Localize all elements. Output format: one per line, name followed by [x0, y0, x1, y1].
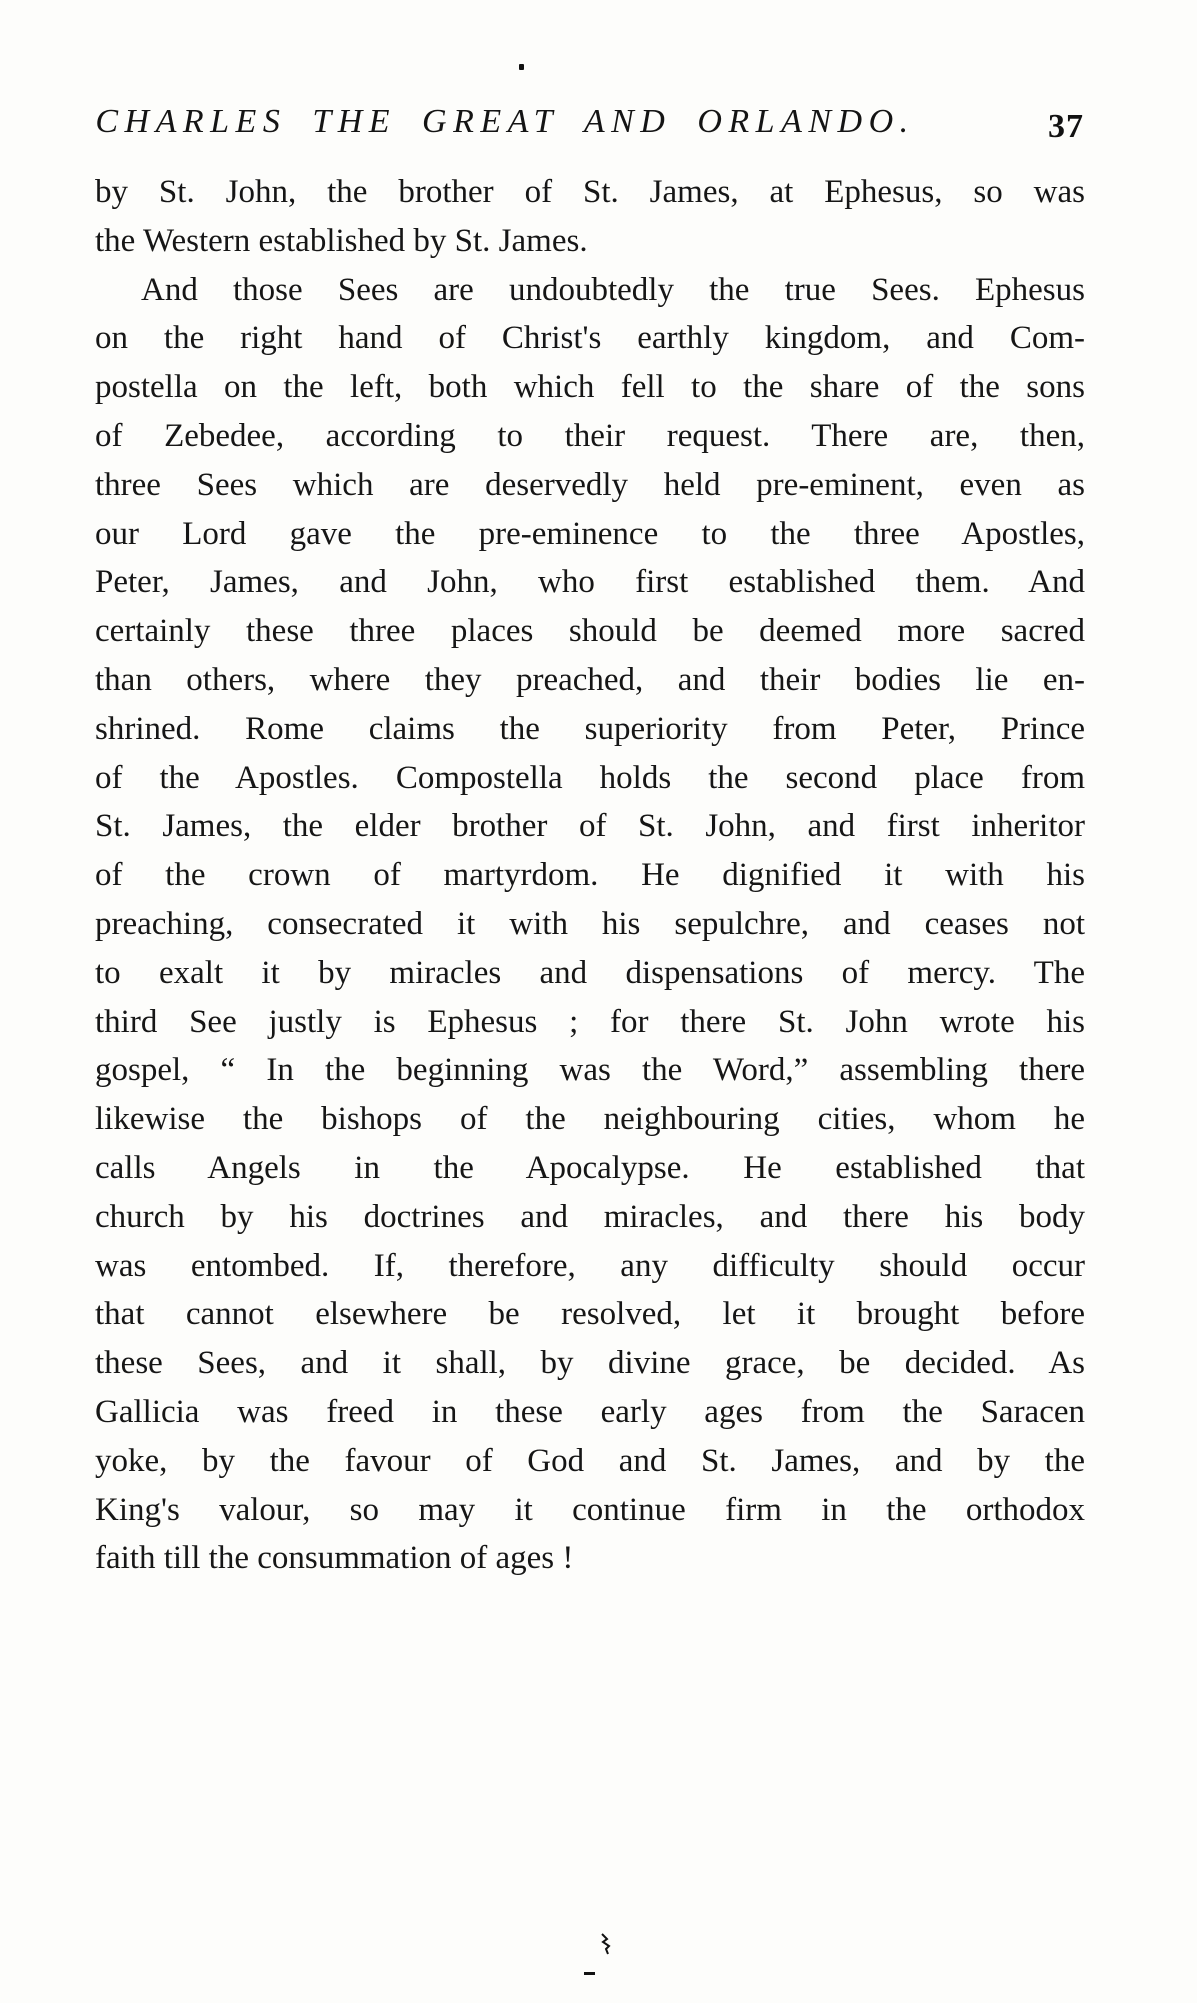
text-line: postella on the left, both which fell to the share of the sons: [95, 369, 1085, 406]
text-line: Peter, James, and John, who first established them. And: [95, 564, 1085, 601]
text-line: the Western established by St. James.: [95, 222, 588, 259]
text-line: Gallicia was freed in these early ages from the Saracen: [95, 1393, 1085, 1430]
text-line: was entombed. If, therefore, any difficulty should occur: [95, 1247, 1085, 1284]
text-line: King's valour, so may it continue firm in the orthodox: [95, 1491, 1085, 1528]
text-line: St. James, the elder brother of St. John, and first inheritor: [95, 808, 1085, 845]
text-line: preaching, consecrated it with his sepulchre, and ceases not: [95, 905, 1085, 942]
scan-artifact-squiggle: [599, 1933, 613, 1960]
running-header-title: CHARLES THE GREAT AND ORLANDO.: [95, 103, 915, 140]
text-line: our Lord gave the pre-eminence to the three Apostles,: [95, 515, 1085, 552]
scan-artifact-dash: [584, 1972, 595, 1975]
text-line: of the Apostles. Compostella holds the second place from: [95, 759, 1085, 796]
text-line: gospel, “ In the beginning was the Word,” assembling there: [95, 1052, 1085, 1089]
text-line: yoke, by the favour of God and St. James, and by the: [95, 1442, 1085, 1479]
text-line: these Sees, and it shall, by divine grace, be decided. As: [95, 1345, 1085, 1382]
text-line: third See justly is Ephesus ; for there St. John wrote his: [95, 1003, 1085, 1040]
text-line: shrined. Rome claims the superiority from Peter, Prince: [95, 710, 1085, 747]
text-line: of the crown of martyrdom. He dignified it with his: [95, 857, 1085, 894]
text-line: of Zebedee, according to their request. There are, then,: [95, 417, 1085, 454]
text-line: calls Angels in the Apocalypse. He established that: [95, 1149, 1085, 1186]
text-line: And those Sees are undoubtedly the true Sees. Ephesus: [141, 271, 1085, 308]
text-line: than others, where they preached, and their bodies lie en-: [95, 661, 1085, 698]
text-line: by St. John, the brother of St. James, at Ephesus, so was: [95, 174, 1085, 210]
text-line: likewise the bishops of the neighbouring cities, whom he: [95, 1101, 1085, 1138]
text-line: certainly these three places should be deemed more sacred: [95, 613, 1085, 650]
text-line: three Sees which are deservedly held pre-eminent, even as: [95, 466, 1085, 503]
text-line: to exalt it by miracles and dispensations of mercy. The: [95, 954, 1085, 991]
text-line: church by his doctrines and miracles, and there his body: [95, 1198, 1085, 1235]
text-line: that cannot elsewhere be resolved, let it brought before: [95, 1296, 1085, 1333]
scan-artifact-dot: [519, 64, 524, 70]
page-number: 37: [1048, 108, 1084, 145]
text-line: on the right hand of Christ's earthly kingdom, and Com-: [95, 320, 1085, 357]
text-line: faith till the consummation of ages !: [95, 1540, 574, 1577]
page-body: [95, 168, 1085, 1583]
